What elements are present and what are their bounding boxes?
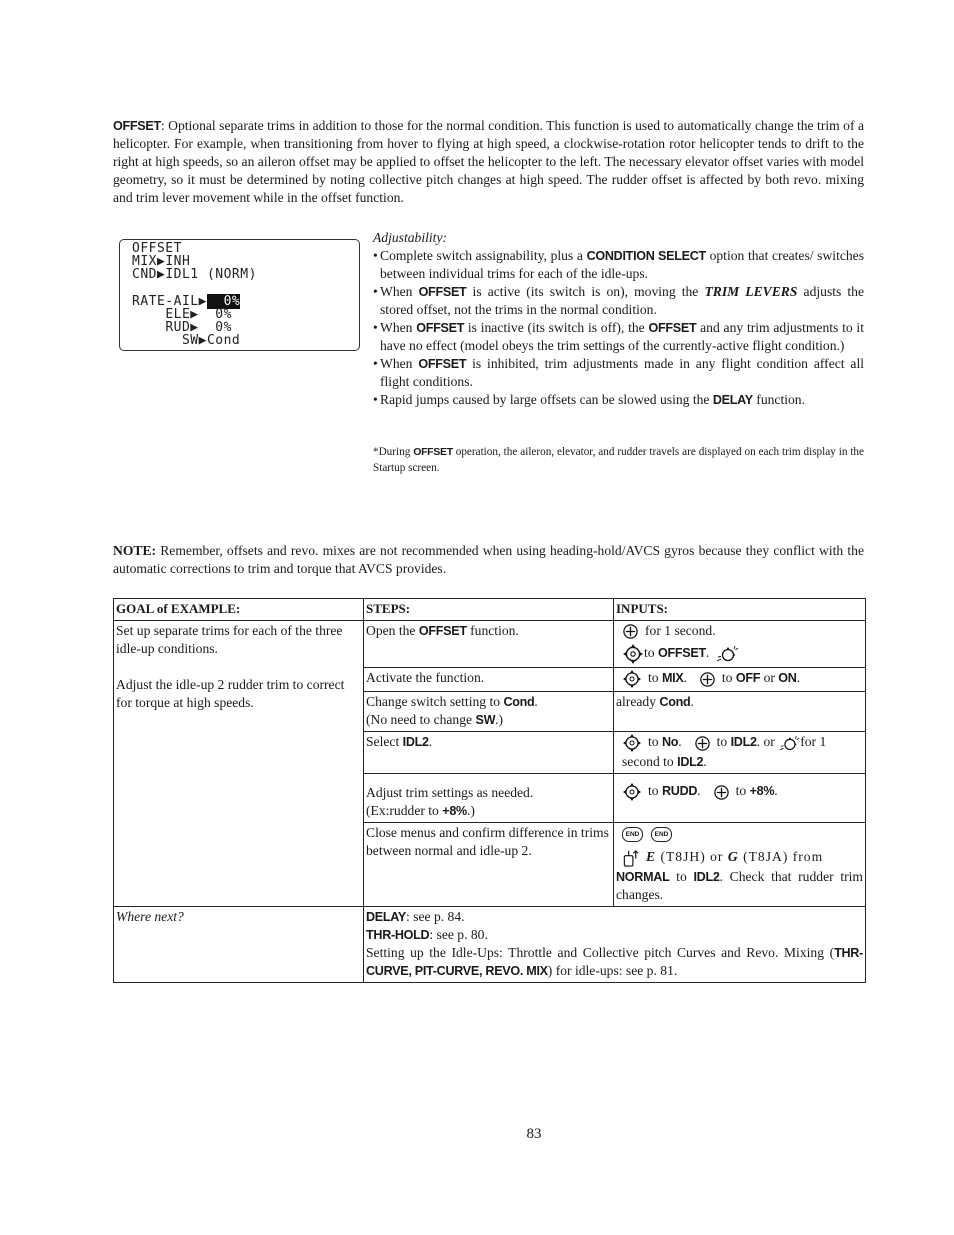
input-cell: to MIX. to OFF or ON. xyxy=(614,668,866,692)
offset-keyword: OFFSET xyxy=(113,119,161,133)
step-cell: Close menus and confirm difference in trims between normal and idle-up 2. xyxy=(364,823,614,906)
lcd-rud-label: RUD xyxy=(165,320,191,335)
intro-text: : Optional separate trims in addition to those for the normal condition. This function is used to automatically change the trim of a helicopter. For example, when transitioning from hover to flying at high speed, a clockwise-rotation rotor helicopter tends to drift to the right at high speeds, so an aileron offset may be applied to offset the helicopter to the left. The necessary elevator offset varies with model geometry, so it must be determined by noting collective pitch changes at high speed. The rudder offset is affected by both revo. mixing and trim lever movement while in the offset function. xyxy=(113,118,864,205)
lcd-cnd-label: CND xyxy=(132,267,157,282)
push-button-icon xyxy=(713,784,730,801)
end-button-icon: END xyxy=(622,827,643,842)
table-row xyxy=(114,906,866,982)
arrow-icon: ▶ xyxy=(156,254,166,269)
lcd-mix-label: MIX xyxy=(132,254,157,269)
input-cell: to RUDD. to +8%. xyxy=(614,774,866,823)
where-next-cell: DELAY: see p. 84. THR-HOLD: see p. 80. Setting up the Idle-Ups: Throttle and Collective pitch Curves and Revo. Mixing (THR-CURVE, PIT-CURVE, REVO. MIX) for idle-ups: see p. 81. xyxy=(364,906,866,982)
lcd-screen xyxy=(119,239,360,351)
note-paragraph xyxy=(113,542,864,578)
list-item: • When OFFSET is inhibited, trim adjustments made in any flight condition affect all flight conditions. xyxy=(373,355,864,391)
header-inputs: INPUTS: xyxy=(614,599,866,621)
note-text: Remember, offsets and revo. mixes are not recommended when using heading-hold/AVCS gyros because they conflict with the automatic corrections to trim and torque that AVCS provides. xyxy=(113,543,864,576)
arrow-icon: ▶ xyxy=(190,307,199,322)
dial-hold-icon xyxy=(715,644,739,664)
step-cell: Change switch setting to Cond. (No need to change SW.) xyxy=(364,692,614,732)
lcd-line-cnd xyxy=(132,268,257,281)
input-cell: already Cond. xyxy=(614,692,866,732)
lcd-ele-label: ELE xyxy=(165,307,191,322)
list-item: • Rapid jumps caused by large offsets can be slowed using the DELAY function. xyxy=(373,391,864,409)
example-steps-table xyxy=(113,598,866,983)
header-steps: STEPS: xyxy=(364,599,614,621)
input-cell: for 1 second. to OFFSET. xyxy=(614,621,866,668)
step-cell: Open the OFFSET function. xyxy=(364,621,614,668)
arrow-icon: ▶ xyxy=(198,333,207,348)
input-cell: to No. to IDL2. or for 1 second to IDL2. xyxy=(614,732,866,774)
where-next-label: Where next? xyxy=(114,906,364,982)
lcd-cnd-value: IDL1 (NORM) xyxy=(165,267,257,282)
lcd-line-title: OFFSET xyxy=(132,241,182,256)
thr-hold-link: THR-HOLD xyxy=(366,927,430,942)
list-item: • When OFFSET is active (its switch is on), moving the TRIM LEVERS adjusts the stored offset, not the trims in the normal condition. xyxy=(373,283,864,319)
dial-hold-icon xyxy=(778,734,800,753)
lcd-mix-value: INH xyxy=(165,254,191,269)
arrow-icon: ▶ xyxy=(156,267,166,282)
goal-1: Set up separate trims for each of the three idle-up conditions. xyxy=(116,623,343,656)
dial-icon xyxy=(622,643,644,665)
goal-2: Adjust the idle-up 2 rudder trim to correct for torque at high speeds. xyxy=(116,677,345,710)
step-cell: Activate the function. xyxy=(364,668,614,692)
list-item: • When OFFSET is inactive (its switch is off), the OFFSET and any trim adjustments to it have no effect (model obeys the trim settings of the currently-active flight condition.) xyxy=(373,319,864,355)
push-button-icon xyxy=(699,671,716,688)
intro-paragraph xyxy=(113,117,864,207)
push-button-icon xyxy=(622,623,639,640)
curves-link: THR-CURVE, PIT-CURVE, REVO. MIX xyxy=(366,945,863,978)
step-cell: Adjust trim settings as needed. (Ex:rudder to +8%.) xyxy=(364,774,614,823)
delay-link: DELAY xyxy=(366,909,407,924)
table-row xyxy=(114,621,866,668)
arrow-icon: ▶ xyxy=(198,294,207,309)
arrow-icon: ▶ xyxy=(190,320,199,335)
table-header-row xyxy=(114,599,866,621)
push-button-icon xyxy=(694,735,711,752)
lcd-sw-value: Cond xyxy=(206,333,241,348)
adjustability-list xyxy=(373,247,864,409)
page-number: 83 xyxy=(526,1126,542,1142)
switch-icon xyxy=(622,849,640,868)
lcd-line-sw xyxy=(132,334,240,347)
goal-cell xyxy=(114,621,364,907)
lcd-rud-value: 0% xyxy=(198,320,232,335)
dial-icon xyxy=(622,733,642,753)
adjustability-title: Adjustability: xyxy=(373,230,448,245)
note-label: NOTE: xyxy=(113,543,157,558)
end-button-icon: END xyxy=(651,827,672,842)
dial-icon xyxy=(622,782,642,802)
adjustability-section xyxy=(373,229,864,409)
footnote: *During OFFSET operation, the aileron, elevator, and rudder travels are displayed on each trim display in the Startup screen. xyxy=(373,446,864,474)
lcd-rate-value: 0% xyxy=(206,294,241,309)
input-cell: END END E (T8JH) or G (T8JA) from NORMAL to IDL2. Check that rudder trim changes. xyxy=(614,823,866,906)
lcd-rate-label: RATE-AIL xyxy=(132,294,199,309)
lcd-ele-value: 0% xyxy=(198,307,232,322)
dial-icon xyxy=(622,669,642,689)
header-goal: GOAL of EXAMPLE: xyxy=(114,599,364,621)
lcd-sw-label: SW xyxy=(181,333,199,348)
list-item: • Complete switch assignability, plus a CONDITION SELECT option that creates/ switches between individual trims for each of the idle-ups. xyxy=(373,247,864,283)
step-cell: Select IDL2. xyxy=(364,732,614,774)
